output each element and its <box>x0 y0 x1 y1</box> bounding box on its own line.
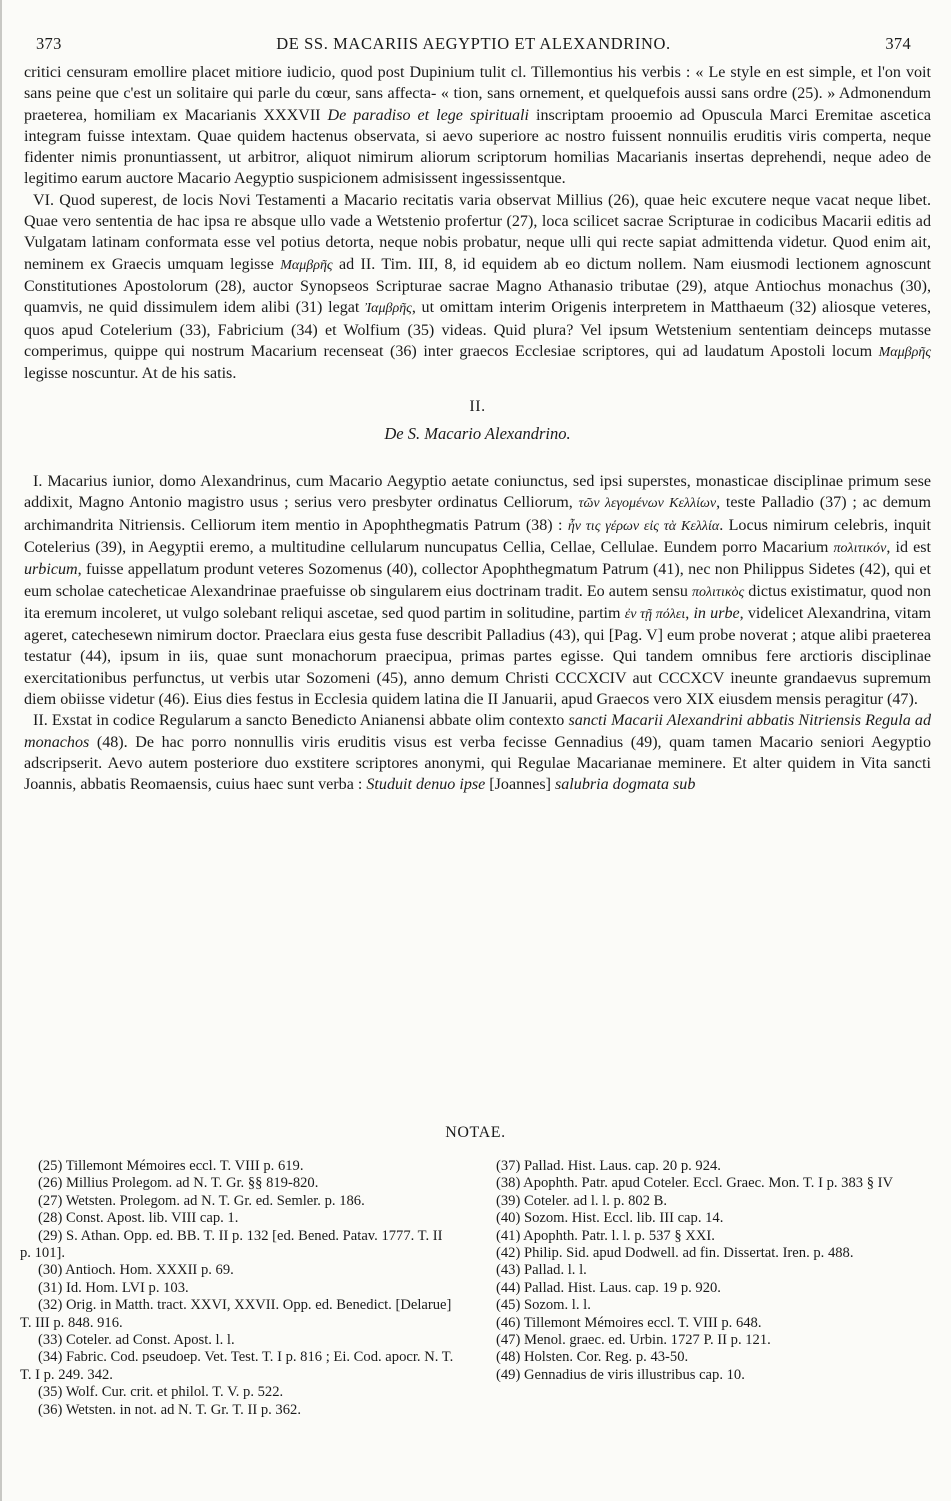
text-run: I. Macarius iunior, domo Alexandrinus, cum Macario Aegyptio aetate coniunctus, sed ipsi superstes, monasticae disciplinae primum sese addixit, Magno Antonio magistro usus ; serius vero presbyter ordinatus Celliorum, <box>24 473 931 512</box>
footnote: (30) Antioch. Hom. XXXII p. 69. <box>38 1262 234 1279</box>
text-run: inscriptam prooemio ad Opuscula Marci Eremitae ascetica integram fuisse intextam. Quae quidem hactenus observata, si aevo superiore ac nostro fuissent nonnuilis eruditis viris comperta, neque fidenter nimis pronuntiassent, ut arbitror, aliquot nimirum aliorum scriptorum homilias Macarianis insertas deprehendi, neque adeo de legitimo earum auctore Macario Aegyptio suspicionem admisissent ingessissentque. <box>24 106 931 188</box>
footnote: (35) Wolf. Cur. crit. et philol. T. V. p. 522. <box>38 1384 284 1401</box>
footnote: (43) Pallad. l. l. <box>496 1262 587 1279</box>
text-run: , videlicet Alexandrina, vitam ageret, catechesewn nimirum doctor. Praeclara eius gesta fuse describit Palladius (43), qui [Pag. V] eum probe noverat ; atque alibi praeterea testatur (44), ipsum in iis, quae sunt monachorum praecipua, primas partes egisse. Qui tandem omnibus fere arctioris disciplinae exercitationibus perfunctus, ut verbis utar Sozomeni (45), anno demum Christi CCCXCIV aut CCCXCV ineunte grandaevus supremum diem obiisse videtur (46). Eius dies festus in Ecclesia quidem latina die II Januarii, apud Graecos vero XIX eiusdem mensis peragitur (47). <box>24 604 931 709</box>
footnote: (49) Gennadius de viris illustribus cap. 10. <box>496 1366 745 1383</box>
greek-phrase: τῶν λεγομένων Κελλίων <box>578 496 717 512</box>
footnote: (42) Philip. Sid. apud Dodwell. ad fin. Dissertat. Iren. p. 488. <box>496 1245 854 1262</box>
section-number: II. <box>469 398 486 416</box>
text-run: , ut omittam interim Origenis interpretem in Matthaeum (32) aliosque veteres, quos apud Cotelerium (33), Fabricium (34) et Wolfium (35) videas. Quid plura? Vel ipsum Wetstenium sententiam deinceps mutasse comperimus, quippe qui nostrum Macarium recenseat (36) inter graecos Ecclesiae scriptores, qui ad laudatum Apostoli locum <box>24 299 931 360</box>
text-run: , teste Palladio (37) ; ac demum archimandrita Nitriensis. Celliorum item mentio in Apophthegmatis Patrum (38) : <box>24 494 931 534</box>
footnote: (46) Tillemont Mémoires eccl. T. VIII p. 648. <box>496 1314 762 1331</box>
text-run: ad II. Tim. III, 8, id equidem ab eo dictum nollem. Nam eiusmodi lectionem agnoscunt Constitutiones Apostolorum (28), auctor Synopseos Scripturae sacrae Magno Athanasio tributae (29), atque Antiochus monachus (30), quamvis, ne quid dissimulem idem alibi (31) legat <box>24 255 931 317</box>
text-run: VI. Quod superest, de locis Novi Testamenti a Macario recitatis varia observat Millius (26), quae heic excutere neque vacat neque libet. Quae vero sententia de hac ipsa re absque ullo vade a Wetstenio profertur (27), loca scilicet sacrae Scripturae in codicibus Macarii editis ad Vulgatam latinam conformata esse vel potius detorta, neque nobis probatur, neque ulli qui recte sapiat admittenda videtur. Quod enim ait, neminem ex Graecis umquam legisse <box>24 191 931 273</box>
text-run: . Locus nimirum celebris, inquit Cotelerius (39), in Aegyptii eremo, a multitudine cellularum nuncupatus Cellia, Cellae, Cellulae. Eundem porro Macarium <box>24 516 932 556</box>
notes-column-left <box>20 1158 456 1419</box>
paragraph-continuation <box>24 62 931 190</box>
footnote: (41) Apophth. Patr. l. l. p. 537 § XXI. <box>496 1227 715 1244</box>
footnote: (34) Fabric. Cod. pseudoep. Vet. Test. T. I p. 816 ; Ei. Cod. apocr. N. T. T. I p. 249. 342. <box>20 1349 454 1383</box>
text-run: (48). De hac porro nonnullis viris eruditis visus est verba fecisse Gennadius (49), quam tamen Macario seniori Aegyptio adscripserit. Aevo autem posteriore duo exstitere scriptores anonymi, qui Regulae Macarianae meminere. Et alter quidem in Vita sancti Joannis, abbatis Reomaensis, cuius haec sunt verba : <box>24 733 931 794</box>
text-run: legisse noscuntur. At de his satis. <box>24 365 237 383</box>
paragraph-ii <box>24 710 931 795</box>
italic-quote: salubria dogmata sub <box>555 776 696 794</box>
running-header <box>36 34 911 58</box>
footnote: (28) Const. Apost. lib. VIII cap. 1. <box>38 1210 239 1227</box>
italic-word: urbicum <box>24 561 78 579</box>
page-number-left: 373 <box>36 34 62 53</box>
notes-heading: NOTAE. <box>445 1124 506 1141</box>
text-run: dictus existimatur, quod non ita eremum incoleret, ut vulgo solebant reliqui ascetae, sed quod partim in solitudine, partim <box>24 582 931 622</box>
paragraph-i <box>24 471 931 710</box>
notes-column-right <box>478 1158 918 1384</box>
footnote: (29) S. Athan. Opp. ed. BB. T. II p. 132 [ed. Bened. Patav. 1777. T. II p. 101]. <box>20 1227 443 1262</box>
text-run: , fuisse appellatum produnt veteres Sozomenus (40), collector Apophthegmatum Patrum (41), nec non Philippus Sidetes (42), qui et eum scholae catecheticae Alexandrinae praefuisse ob singularem eius doctrinam tradit. Eo autem sensu <box>24 561 931 600</box>
main-text <box>24 62 931 796</box>
greek-word: Μαμβρῆς <box>280 257 333 273</box>
footnote: (44) Pallad. Hist. Laus. cap. 19 p. 920. <box>496 1279 721 1296</box>
italic-title: sancti Macarii Alexandrini abbatis Nitriensis Regula ad monachos <box>24 712 931 751</box>
footnote: (26) Millius Prolegom. ad N. T. Gr. §§ 819-820. <box>38 1175 319 1192</box>
greek-phrase: ἐν τῇ πόλει <box>624 606 686 622</box>
section-title: De S. Macario Alexandrino. <box>384 423 571 443</box>
paragraph-vi <box>24 190 931 385</box>
footnote: (37) Pallad. Hist. Laus. cap. 20 p. 924. <box>496 1158 721 1174</box>
greek-word: Μαμβρῆς <box>878 344 931 360</box>
footnote: (47) Menol. graec. ed. Urbin. 1727 P. II p. 121. <box>496 1332 771 1349</box>
footnote: (38) Apophth. Patr. apud Coteler. Eccl. Graec. Mon. T. I p. 383 § IV <box>496 1175 894 1192</box>
footnote: (48) Holsten. Cor. Reg. p. 43-50. <box>496 1349 689 1366</box>
text-run: critici censuram emollire placet mitiore iudicio, quod post Dupinium tulit cl. Tillemontius his verbis : « Le style en est simple, et l'on voit sans peine que c'est un solitaire qui parle du cœur, sans affecta- « tion, sans ornement, et quelquefois aussi sans ordre (25). » Admonendum praeterea, homiliam ex Macarianis XXXVII <box>24 64 931 124</box>
text-run: , id est <box>886 538 931 556</box>
footnote: (39) Coteler. ad l. l. p. 802 B. <box>496 1192 668 1209</box>
page-number-right: 374 <box>885 34 911 53</box>
footnote: (45) Sozom. l. l. <box>496 1297 591 1314</box>
footnote: (40) Sozom. Hist. Eccl. lib. III cap. 14. <box>496 1210 724 1227</box>
text-run: , <box>685 604 694 622</box>
greek-word: πολιτικόν <box>833 540 887 556</box>
running-title: DE SS. MACARIIS AEGYPTIO ET ALEXANDRINO. <box>276 34 671 53</box>
greek-word: Ἰαμβρῆς <box>365 301 412 317</box>
italic-title: De paradiso et lege spirituali <box>327 106 529 124</box>
footnote: (33) Coteler. ad Const. Apost. l. l. <box>38 1332 235 1349</box>
footnote: (32) Orig. in Matth. tract. XXVI, XXVII. Opp. ed. Benedict. [Delarue] T. III p. 848. 916. <box>20 1297 452 1331</box>
italic-phrase: in urbe <box>693 604 740 622</box>
text-run: [Joannes] <box>485 776 555 794</box>
italic-quote: Studuit denuo ipse <box>366 776 486 794</box>
page-edge <box>0 0 2 1501</box>
text-run: II. Exstat in codice Regularum a sancto Benedicto Anianensi abbate olim contexto <box>33 712 569 730</box>
footnote: (31) Id. Hom. LVI p. 103. <box>38 1279 189 1296</box>
greek-phrase: ἦν τις γέρων εἰς τὰ Κελλία <box>567 518 720 534</box>
footnote: (36) Wetsten. in not. ad N. T. Gr. T. II p. 362. <box>38 1401 301 1418</box>
greek-word: πολιτικὸς <box>691 584 745 600</box>
footnote: (27) Wetsten. Prolegom. ad N. T. Gr. ed. Semler. p. 186. <box>38 1192 365 1209</box>
footnote: (25) Tillemont Mémoires eccl. T. VIII p. 619. <box>38 1158 304 1174</box>
